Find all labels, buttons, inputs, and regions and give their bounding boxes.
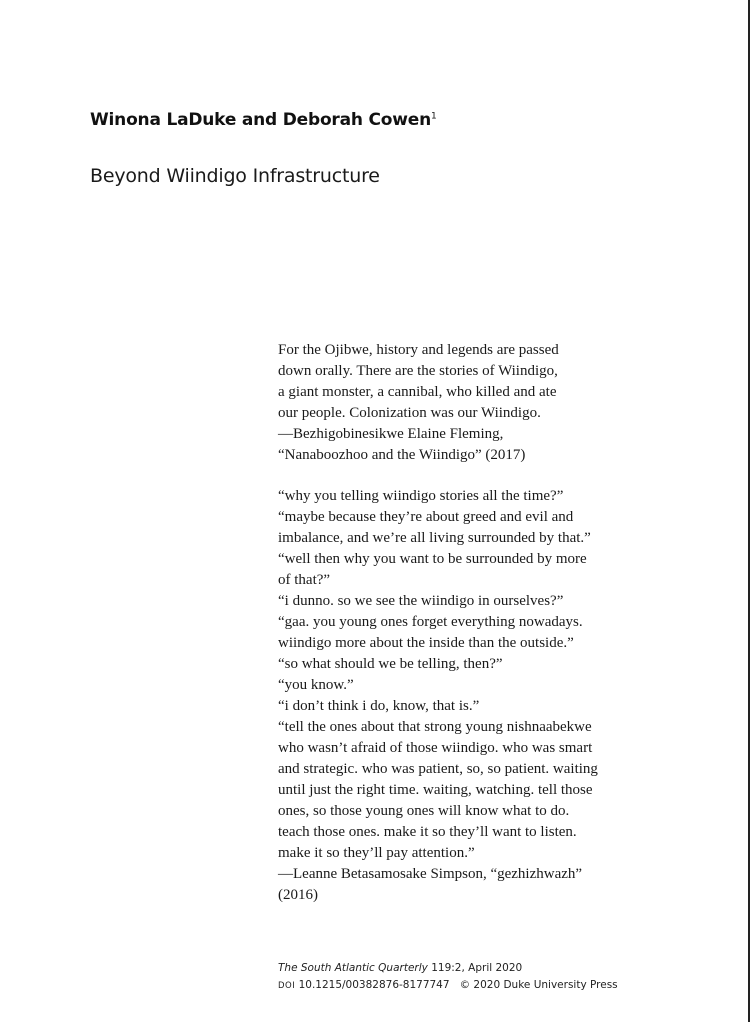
article-title: Beyond Wiindigo Infrastructure bbox=[90, 165, 380, 187]
epigraph-line: until just the right time. waiting, watching. tell those bbox=[278, 782, 593, 798]
epigraph-line: a giant monster, a cannibal, who killed and ate bbox=[278, 384, 557, 400]
doi-line bbox=[278, 977, 618, 995]
authors bbox=[90, 110, 437, 130]
authors-text: Winona LaDuke and Deborah Cowen bbox=[90, 110, 431, 130]
epigraph-line: “well then why you want to be surrounded by more bbox=[278, 551, 587, 567]
copyright: © 2020 Duke University Press bbox=[459, 979, 618, 991]
citation-footer bbox=[278, 960, 618, 995]
epigraph-source: (2016) bbox=[278, 887, 318, 903]
epigraph-line: “i don’t think i do, know, that is.” bbox=[278, 698, 480, 714]
epigraph-line: For the Ojibwe, history and legends are passed bbox=[278, 342, 559, 358]
epigraph-line: our people. Colonization was our Wiindigo. bbox=[278, 405, 541, 421]
epigraph-attribution: —Bezhigobinesikwe Elaine Fleming, bbox=[278, 426, 504, 442]
epigraph-line: who wasn’t afraid of those wiindigo. who was smart bbox=[278, 740, 593, 756]
epigraph-source: “Nanaboozhoo and the Wiindigo” (2017) bbox=[278, 447, 526, 463]
journal-line bbox=[278, 960, 618, 977]
epigraph-line: down orally. There are the stories of Wiindigo, bbox=[278, 363, 558, 379]
epigraph-line: “i dunno. so we see the wiindigo in ourselves?” bbox=[278, 593, 564, 609]
epigraph-line: ones, so those young ones will know what to do. bbox=[278, 803, 570, 819]
epigraph-line: make it so they’ll pay attention.” bbox=[278, 845, 475, 861]
epigraph-line: “so what should we be telling, then?” bbox=[278, 656, 503, 672]
doi-value[interactable]: 10.1215/00382876-8177747 bbox=[298, 979, 450, 991]
footnote-marker[interactable]: 1 bbox=[431, 111, 437, 122]
epigraph-line: “tell the ones about that strong young nishnaabekwe bbox=[278, 719, 592, 735]
epigraph-line: “maybe because they’re about greed and evil and bbox=[278, 509, 574, 525]
epigraph-line: wiindigo more about the inside than the outside.” bbox=[278, 635, 574, 651]
journal-issue: 119:2, April 2020 bbox=[431, 962, 523, 974]
epigraph-line: teach those ones. make it so they’ll want to listen. bbox=[278, 824, 577, 840]
epigraph-line: “why you telling wiindigo stories all the time?” bbox=[278, 488, 564, 504]
epigraph-line: “you know.” bbox=[278, 677, 354, 693]
epigraph-2 bbox=[278, 486, 648, 906]
journal-name: The South Atlantic Quarterly bbox=[278, 962, 428, 974]
epigraph-attribution: —Leanne Betasamosake Simpson, “gezhizhwazh” bbox=[278, 866, 583, 882]
epigraph-line: “gaa. you young ones forget everything nowadays. bbox=[278, 614, 583, 630]
epigraph-line: imbalance, and we’re all living surrounded by that.” bbox=[278, 530, 591, 546]
epigraph-line: of that?” bbox=[278, 572, 331, 588]
epigraph-1 bbox=[278, 340, 648, 466]
doi-label: DOI bbox=[278, 981, 296, 991]
epigraph-line: and strategic. who was patient, so, so patient. waiting bbox=[278, 761, 598, 777]
